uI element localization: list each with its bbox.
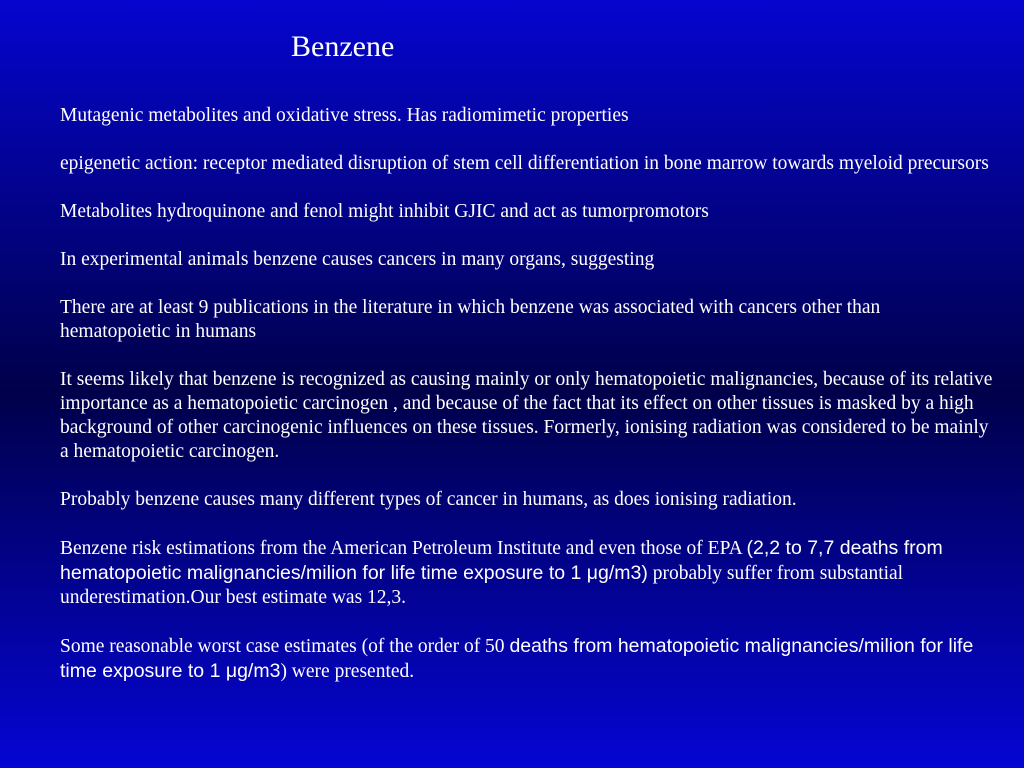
paragraph xyxy=(60,248,994,272)
text-run-serif: Benzene risk estimations from the American Petroleum Institute and even those of EPA xyxy=(60,538,747,559)
text-run-sans: deaths from hematopoietic malignancies/milion for life time exposure to 1 μg/m3 xyxy=(60,635,974,682)
text-run-serif: ) were presented. xyxy=(280,661,415,682)
slide-title: Benzene xyxy=(291,30,395,63)
text-run-serif: Mutagenic metabolites and oxidative stress. Has radiomimetic properties xyxy=(60,105,629,126)
paragraph xyxy=(60,536,994,610)
text-run-serif: There are at least 9 publications in the literature in which benzene was associated with cancers other than hematopoietic in humans xyxy=(60,297,881,342)
text-run-serif: Some reasonable worst case estimates (of the order of 50 xyxy=(60,636,510,657)
paragraph xyxy=(60,488,994,512)
text-run-serif: In experimental animals benzene causes cancers in many organs, suggesting xyxy=(60,249,655,270)
paragraph xyxy=(60,634,994,684)
paragraph xyxy=(60,104,994,128)
paragraph xyxy=(60,368,994,464)
text-run-serif: Metabolites hydroquinone and fenol might inhibit GJIC and act as tumorpromotors xyxy=(60,201,709,222)
text-run-serif: probably suffer from substantial underestimation.Our best estimate was 12,3. xyxy=(60,563,904,608)
text-run-serif: It seems likely that benzene is recognized as causing mainly or only hematopoietic malignancies, because of its relative importance as a hematopoietic carcinogen , and because of the fact that its effect on other tissues is masked by a high background of other carcinogenic influences on these tissues. Formerly, ionising radiation was considered to be mainly a hematopoietic carcinogen. xyxy=(60,369,993,462)
text-run-serif: Probably benzene causes many different types of cancer in humans, as does ionising radiation. xyxy=(60,489,797,510)
paragraph xyxy=(60,152,994,176)
paragraph xyxy=(60,200,994,224)
text-run-sans: (2,2 to 7,7 deaths from hematopoietic malignancies/milion for life time exposure to 1 μg/m3) xyxy=(60,537,943,584)
slide-body-text xyxy=(60,104,994,708)
paragraph xyxy=(60,296,994,344)
text-run-serif: epigenetic action: receptor mediated disruption of stem cell differentiation in bone marrow towards myeloid precursors xyxy=(60,153,989,174)
